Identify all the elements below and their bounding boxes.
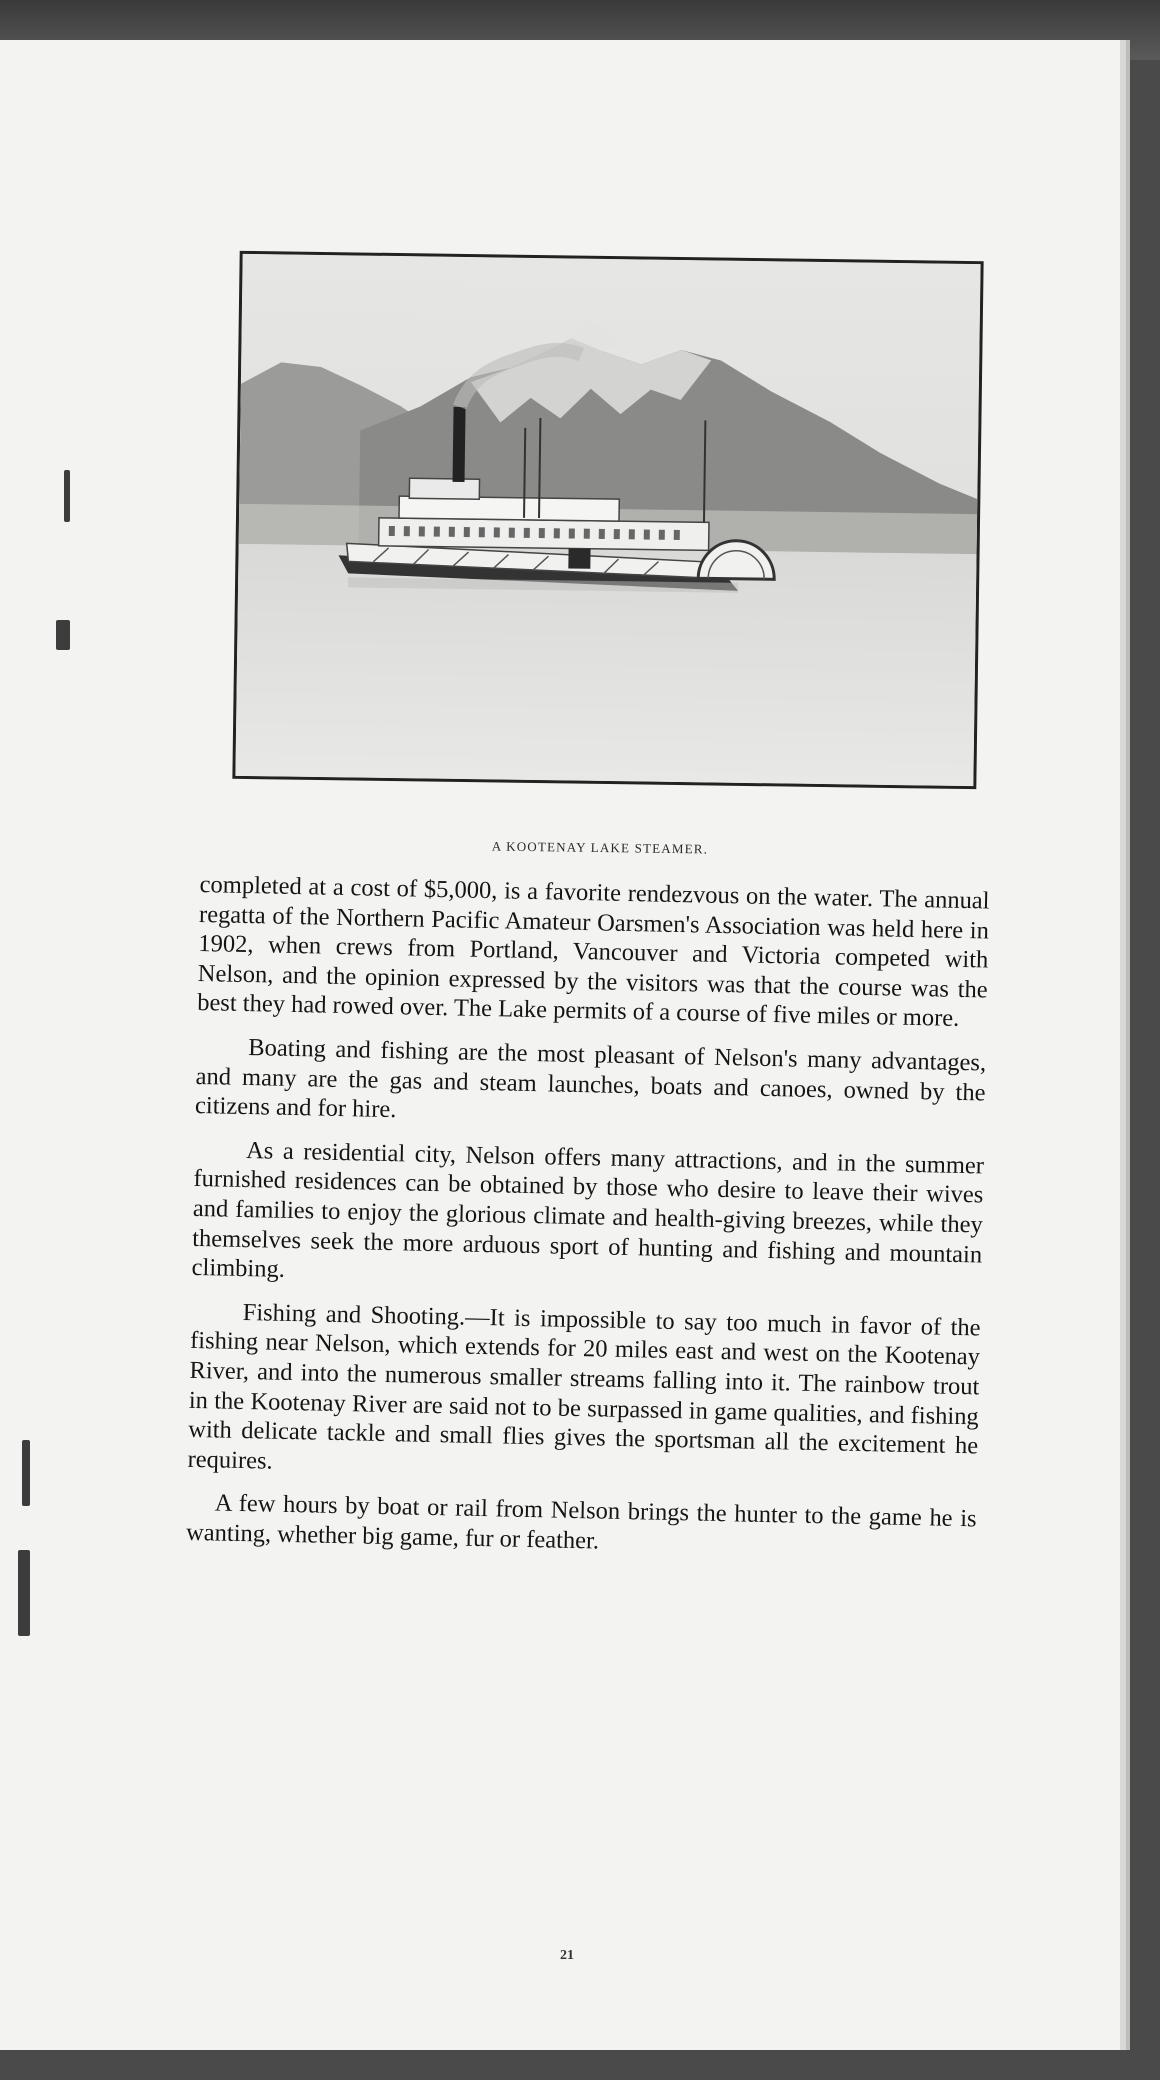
photo-caption: A KOOTENAY LAKE STEAMER. bbox=[491, 838, 709, 857]
bleed-through-mark bbox=[18, 1550, 30, 1636]
page-number: 21 bbox=[560, 1948, 574, 1963]
steamer-photograph bbox=[232, 251, 983, 789]
bleed-through-mark bbox=[22, 1440, 30, 1506]
body-text bbox=[186, 870, 990, 1578]
bleed-through-mark bbox=[64, 470, 70, 522]
paragraph-residential: As a residential city, Nelson offers many attractions, and in the summer furnished residences can be obtained by those who desire to leave their wives and families to enjoy the glorious climate and health-giving breezes, while they themselves seek the more arduous sport of hunting and fishing and mountain climbing. bbox=[191, 1136, 985, 1283]
book-page bbox=[0, 40, 1120, 2050]
paragraph-regatta: completed at a cost of $5,000, is a favorite rendezvous on the water. The annual regatta of the Northern Pacific Amateur Oarsmen's Association was held here in 1902, when crews from Portland, Vancouver and Victoria competed with Nelson, and the opinion expressed by the visitors was that the course was the best they had rowed over. The Lake permits of a course of five miles or more. bbox=[196, 870, 990, 1033]
paragraph-fishing-shooting: Fishing and Shooting.—It is impossible to say too much in favor of the fishing near Nelson, which extends for 20 miles east and west on the Kootenay River, and into the numerous smaller streams falling into it. The rainbow trout in the Kootenay River are said not to be surpassed in game qualities, and fishing with delicate tackle and small flies gives the sportsman all the excitement he requires. bbox=[187, 1298, 981, 1475]
steamer-illustration bbox=[235, 254, 980, 786]
paragraph-boating: Boating and fishing are the most pleasant of Nelson's many advantages, and many are the gas and steam launches, boats and canoes, owned by the citizens and for hire. bbox=[194, 1034, 987, 1124]
paragraph-hunting: A few hours by boat or rail from Nelson brings the hunter to the game he is wanting, whether big game, fur or feather. bbox=[185, 1489, 977, 1555]
bleed-through-mark bbox=[56, 620, 70, 650]
